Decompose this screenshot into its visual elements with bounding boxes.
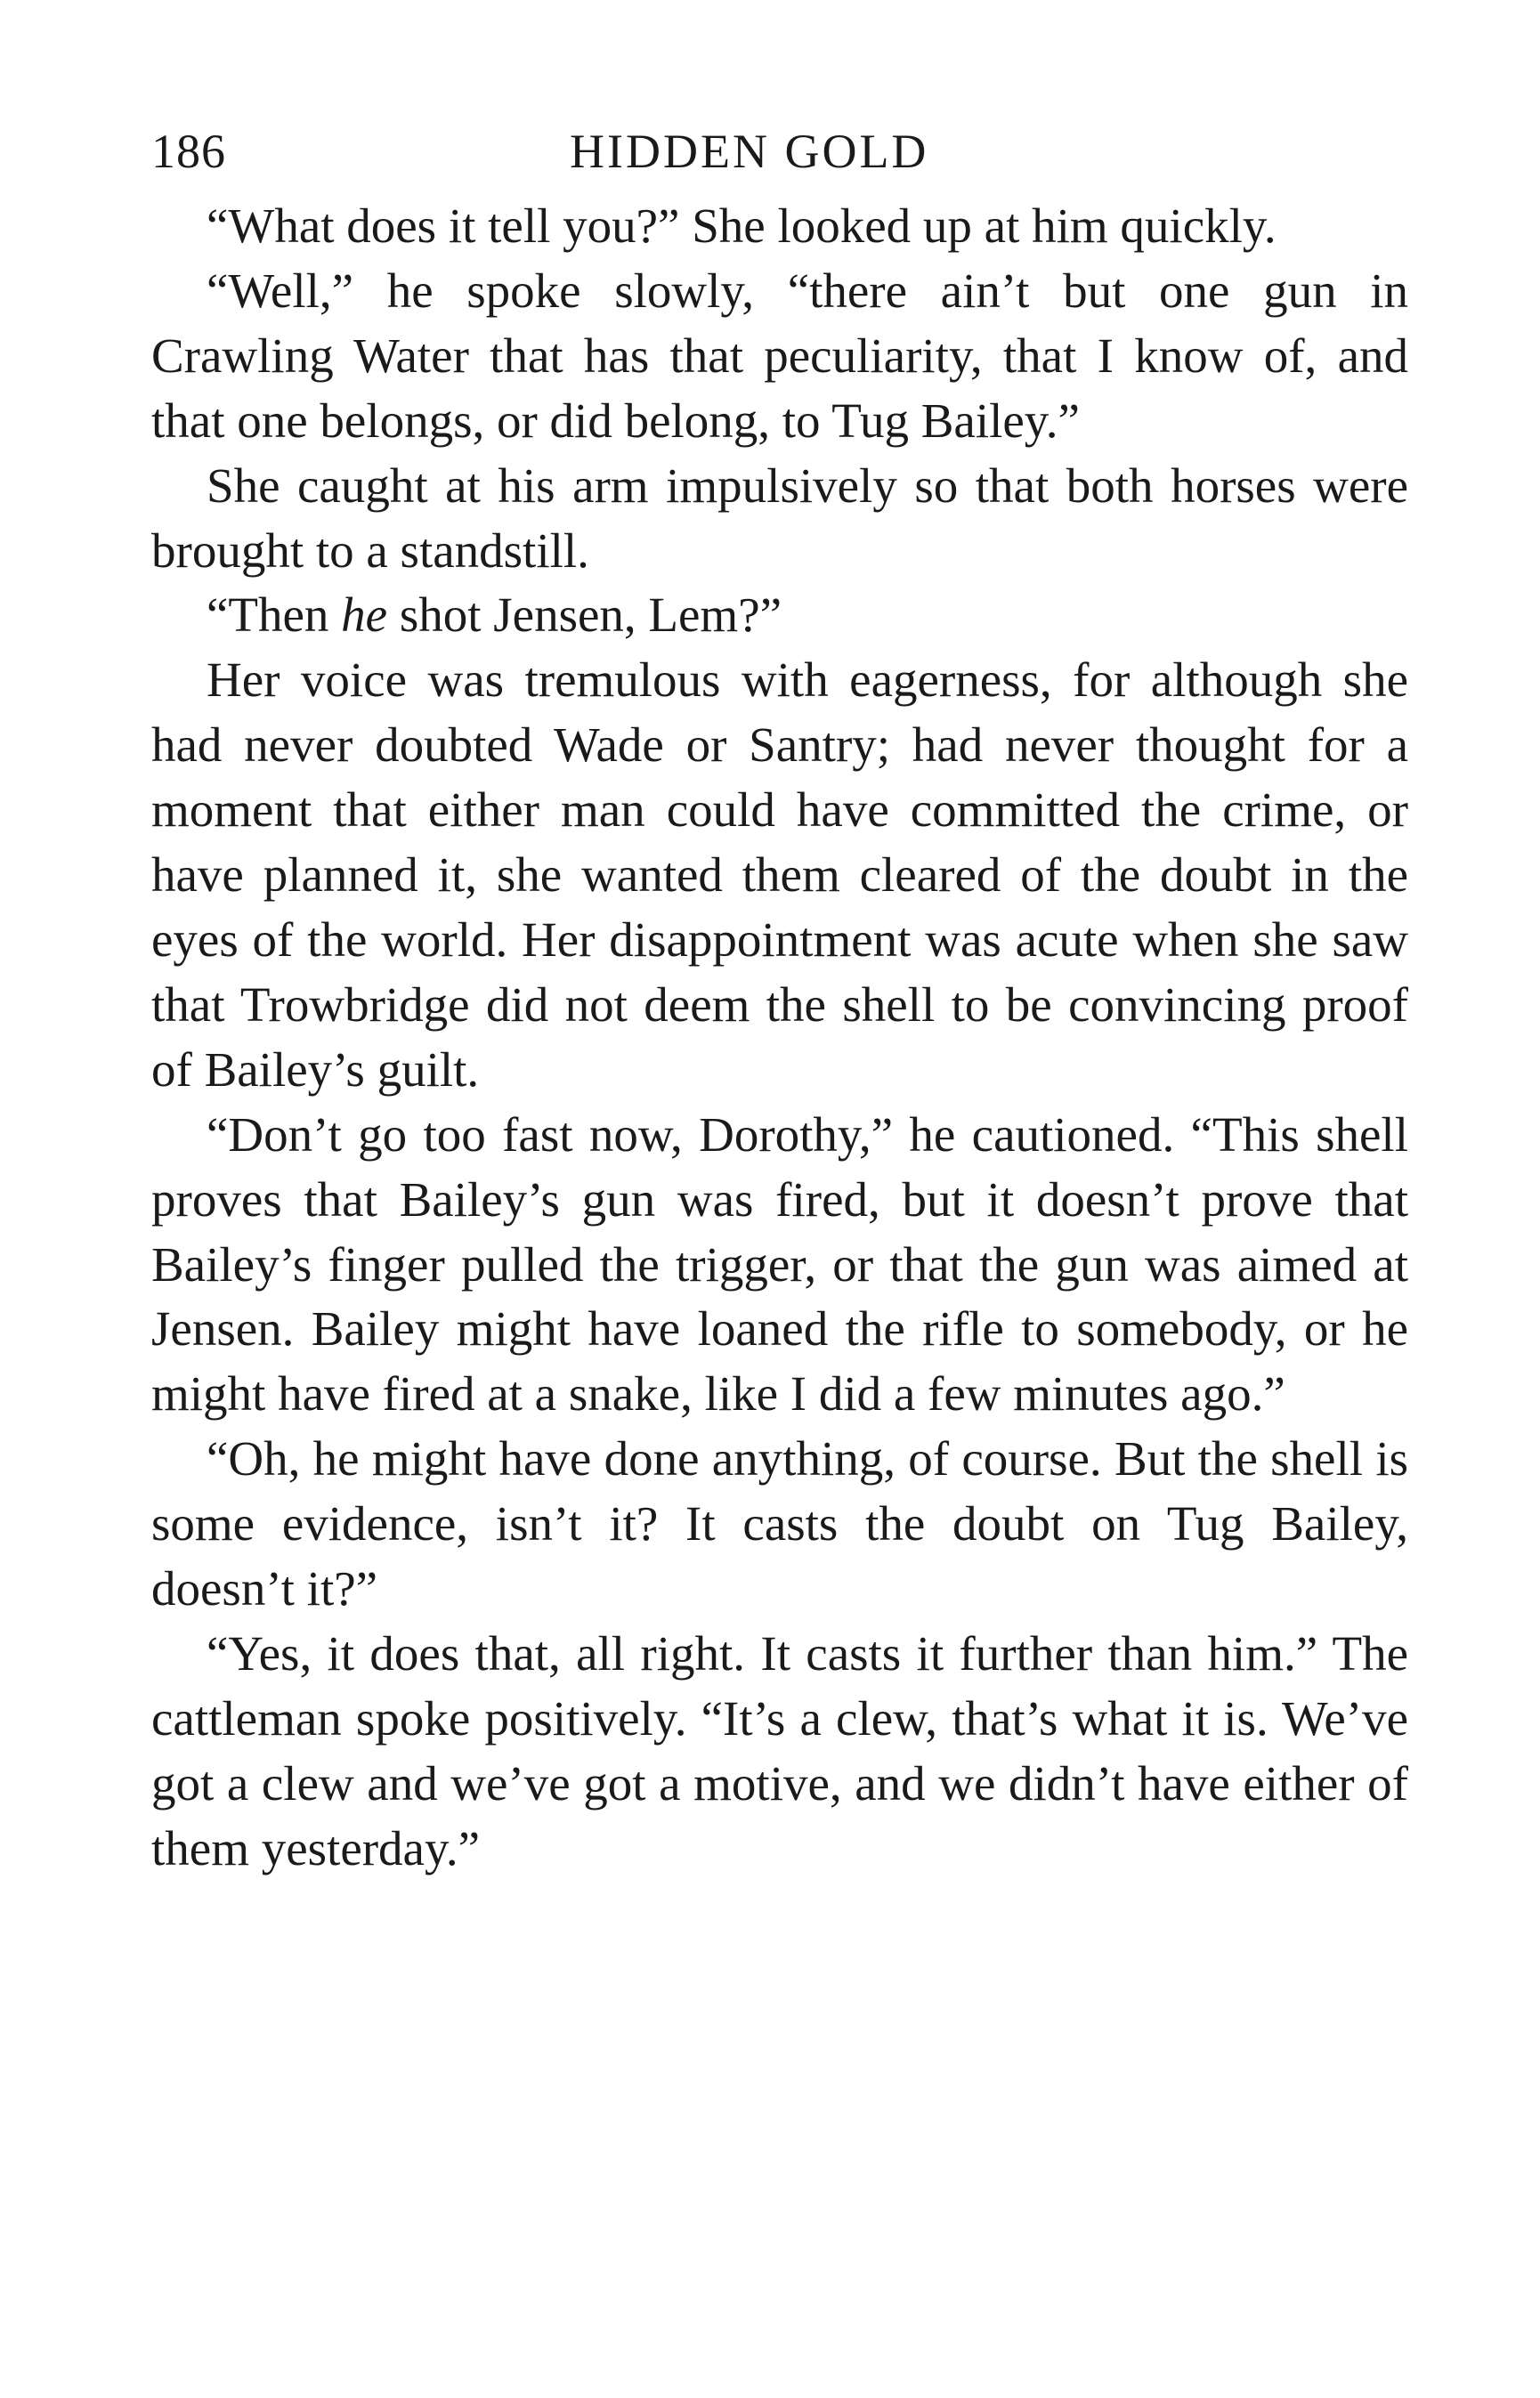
running-title: HIDDEN GOLD	[570, 125, 929, 178]
book-page	[151, 116, 1408, 1882]
paragraph-8: “Yes, it does that, all right. It casts it further than him.” The cattleman spoke positively. “It’s a clew, that’s what it is. We’ve got a clew and we’ve got a motive, and we didn’t have either of them yesterday.”	[151, 1625, 1408, 1875]
page-number: 186	[151, 125, 226, 178]
paragraph-3: She caught at his arm impulsively so that both horses were brought to a standstill.	[151, 458, 1408, 578]
body-text	[151, 194, 1408, 1882]
paragraph-1: “What does it tell you?” She looked up at him quickly.	[207, 198, 1277, 253]
paragraph-4-after: shot Jensen, Lem?”	[387, 587, 782, 643]
paragraph-4	[151, 583, 1408, 648]
paragraph-2: “Well,” he spoke slowly, “there ain’t but one gun in Crawling Water that has that peculiarity, that I know of, and that one belongs, or did belong, to Tug Bailey.”	[151, 263, 1408, 448]
paragraph-7: “Oh, he might have done anything, of course. But the shell is some evidence, isn’t it? It casts the doubt on Tug Bailey, doesn’t it?”	[151, 1431, 1408, 1616]
paragraph-4-before: “Then	[207, 587, 342, 643]
page-header	[151, 116, 1408, 187]
paragraph-5: Her voice was tremulous with eagerness, for although she had never doubted Wade or Santry; had never thought for a moment that either man could have committed the crime, or have planned it, she wanted them cleared of the doubt in the eyes of the world. Her disappointment was acute when she saw that Trowbridge did not deem the shell to be convincing proof of Bailey’s guilt.	[151, 652, 1408, 1097]
paragraph-4-emphasis: he	[341, 587, 388, 643]
paragraph-6: “Don’t go too fast now, Dorothy,” he cautioned. “This shell proves that Bailey’s gun was fired, but it doesn’t prove that Bailey’s finger pulled the trigger, or that the gun was aimed at Jensen. Bailey might have loaned the rifle to somebody, or he might have fired at a snake, like I did a few minutes ago.”	[151, 1106, 1408, 1422]
